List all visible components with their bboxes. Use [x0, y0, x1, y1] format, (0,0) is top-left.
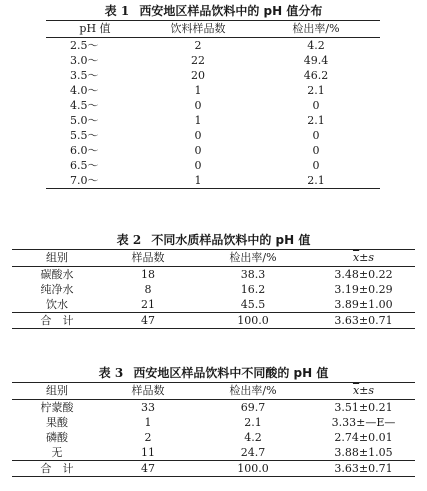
table-3-header-rate: 检出率/%	[229, 384, 277, 397]
table-cell: 0	[312, 159, 320, 172]
table-cell: 11	[141, 446, 155, 459]
table-1-header-rate: 检出率/%	[292, 22, 340, 35]
table-cell: 0	[194, 144, 202, 157]
table-2-block	[0, 231, 427, 329]
table-cell: 20	[191, 69, 205, 82]
table-cell: 3.89±1.00	[334, 298, 393, 311]
table-cell: 0	[312, 129, 320, 142]
table-cell: 纯净水	[40, 283, 74, 296]
mean-symbol: $\overline{x}$	[352, 384, 360, 397]
table-cell: 3.88±1.05	[334, 446, 393, 459]
table-cell: 0	[312, 144, 320, 157]
table-cell: 47	[102, 313, 194, 329]
table-2-header-rate: 检出率/%	[229, 251, 277, 264]
table-1-title: 西安地区样品饮料中的 pH 值分布	[139, 4, 323, 18]
table-cell: 1	[194, 114, 202, 127]
table-cell: 47	[102, 461, 194, 477]
table-cell: 4.0～	[70, 84, 99, 97]
table-cell: 4.2	[307, 39, 325, 52]
table-2-label: 表 2	[116, 233, 142, 247]
table-2-total-row	[12, 313, 415, 329]
table-cell: 18	[141, 268, 155, 281]
table-row	[46, 113, 380, 128]
table-cell: 4.2	[244, 431, 262, 444]
table-3-title: 西安地区样品饮料中不同酸的 pH 值	[133, 366, 329, 380]
table-row	[46, 53, 380, 68]
table-3-block	[0, 364, 427, 477]
table-3-header-row	[12, 383, 415, 400]
table-row	[12, 445, 415, 461]
table-row	[46, 38, 380, 54]
table-cell: 3.63±0.71	[312, 313, 415, 329]
table-3-header-group: 组别	[46, 384, 68, 397]
table-row	[46, 128, 380, 143]
table-row	[46, 143, 380, 158]
table-cell: 100.0	[194, 313, 312, 329]
table-3-caption	[0, 364, 427, 382]
table-3	[12, 382, 415, 477]
table-2-caption	[0, 231, 427, 249]
table-cell: 0	[194, 159, 202, 172]
table-cell: 5.5～	[70, 129, 99, 142]
table-cell: 2.1	[244, 416, 262, 429]
table-cell: 2.74±0.01	[334, 431, 393, 444]
table-3-total-row	[12, 461, 415, 477]
table-row	[46, 158, 380, 173]
table-1-header-count: 饮料样品数	[170, 22, 226, 35]
table-2-header-mean-sd: $\overline{x}\pm s$	[352, 251, 375, 264]
table-3-header-count: 样品数	[131, 384, 165, 397]
table-cell: 6.5～	[70, 159, 99, 172]
table-cell: 0	[194, 129, 202, 142]
table-cell: 21	[141, 298, 155, 311]
table-cell: 3.0～	[70, 54, 99, 67]
table-cell: 0	[312, 99, 320, 112]
table-cell: 16.2	[240, 283, 266, 296]
table-cell: 5.0～	[70, 114, 99, 127]
table-row	[12, 415, 415, 430]
table-2-header-row	[12, 250, 415, 267]
table-cell: 38.3	[240, 268, 266, 281]
table-row	[46, 98, 380, 113]
table-cell: 0	[194, 99, 202, 112]
table-cell: 3.33±—E—	[331, 416, 396, 429]
table-cell: 1	[144, 416, 152, 429]
table-cell: 3.63±0.71	[312, 461, 415, 477]
table-cell: 46.2	[303, 69, 329, 82]
table-row	[12, 297, 415, 313]
table-cell: 4.5～	[70, 99, 99, 112]
table-cell: 合 计	[12, 461, 102, 477]
table-cell: 2.1	[307, 84, 325, 97]
table-cell: 3.19±0.29	[334, 283, 393, 296]
table-cell: 碳酸水	[40, 268, 74, 281]
table-cell: 饮水	[46, 298, 68, 311]
table-cell: 2	[194, 39, 202, 52]
table-cell: 33	[141, 401, 155, 414]
table-cell: 合 计	[12, 313, 102, 329]
table-row	[12, 400, 415, 416]
table-cell: 69.7	[240, 401, 266, 414]
table-row	[12, 282, 415, 297]
table-3-label: 表 3	[98, 366, 124, 380]
table-cell: 8	[144, 283, 152, 296]
table-row	[12, 430, 415, 445]
table-cell: 2.5～	[70, 39, 99, 52]
table-2-header-count: 样品数	[131, 251, 165, 264]
table-cell: 6.0～	[70, 144, 99, 157]
table-cell: 柠蒙酸	[40, 401, 74, 414]
table-cell: 3.48±0.22	[334, 268, 393, 281]
table-cell: 49.4	[303, 54, 329, 67]
table-1-label: 表 1	[104, 4, 130, 18]
table-cell: 3.51±0.21	[334, 401, 393, 414]
table-cell: 7.0～	[70, 174, 99, 187]
mean-symbol: $\overline{x}$	[352, 251, 360, 264]
table-cell: 磷酸	[46, 431, 68, 444]
table-row	[12, 267, 415, 283]
table-cell: 100.0	[194, 461, 312, 477]
table-row	[46, 83, 380, 98]
table-1-caption	[0, 2, 427, 20]
table-cell: 45.5	[240, 298, 266, 311]
table-cell: 3.5～	[70, 69, 99, 82]
table-cell: 2.1	[307, 114, 325, 127]
table-3-header-mean-sd: $\overline{x}\pm s$	[352, 384, 375, 397]
table-2-title: 不同水质样品饮料中的 pH 值	[151, 233, 311, 247]
table-1-header-row	[46, 21, 380, 38]
table-row	[46, 68, 380, 83]
table-cell: 22	[191, 54, 205, 67]
table-row	[46, 173, 380, 189]
table-cell: 2.1	[307, 174, 325, 187]
table-cell: 2	[144, 431, 152, 444]
table-cell: 24.7	[240, 446, 266, 459]
table-cell: 果酸	[46, 416, 68, 429]
table-cell: 1	[194, 84, 202, 97]
table-cell: 无	[51, 446, 63, 459]
table-1-header-ph: pH 值	[79, 22, 111, 35]
table-cell: 1	[194, 174, 202, 187]
table-1	[46, 20, 380, 189]
table-2	[12, 249, 415, 329]
table-1-block	[0, 2, 427, 189]
table-2-header-group: 组别	[46, 251, 68, 264]
